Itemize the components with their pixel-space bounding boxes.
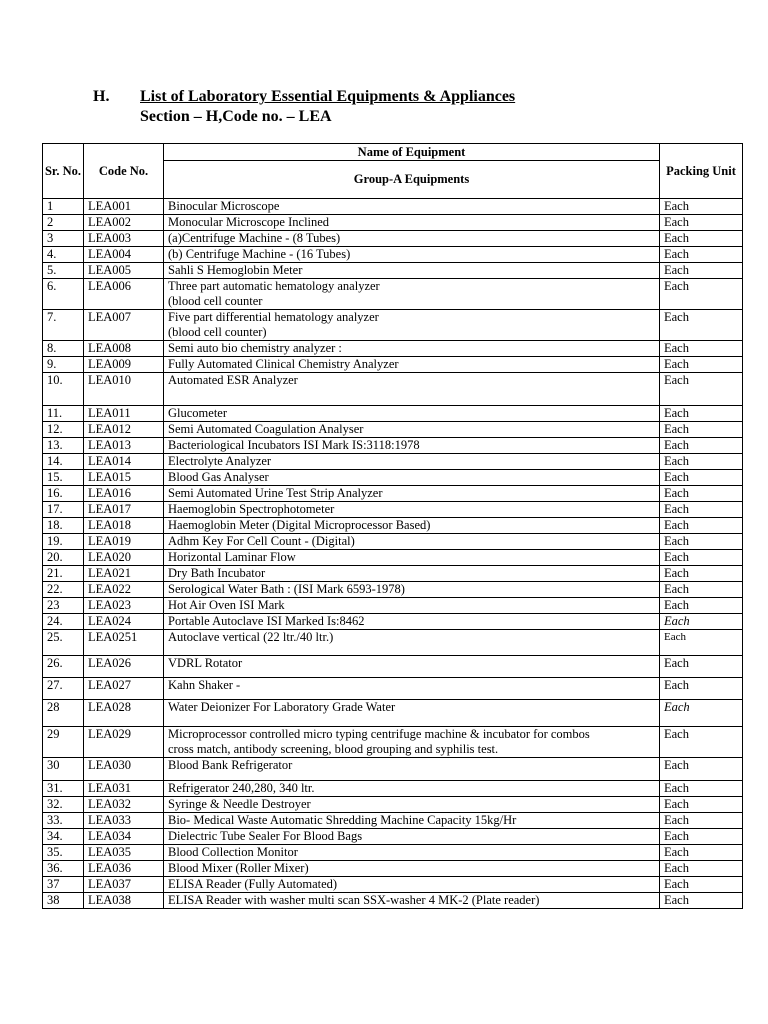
row-sr-no: 21. <box>43 566 84 582</box>
equipment-name-line: Automated ESR Analyzer <box>168 373 298 387</box>
row-sr-no: 29 <box>43 727 84 758</box>
table-row <box>43 861 743 877</box>
equipment-name-line: Microprocessor controlled micro typing centrifuge machine & incubator for combos <box>168 727 590 741</box>
table-row <box>43 341 743 357</box>
row-sr-no: 8. <box>43 341 84 357</box>
row-packing-unit: Each <box>660 797 743 813</box>
col-header-sr-no: Sr. No. <box>43 144 84 199</box>
row-code-no: LEA008 <box>84 341 164 357</box>
row-equipment-name <box>164 534 660 550</box>
row-sr-no: 32. <box>43 797 84 813</box>
table-body <box>43 199 743 909</box>
row-code-no: LEA037 <box>84 877 164 893</box>
section-letter: H. <box>93 88 110 105</box>
row-packing-unit: Each <box>660 502 743 518</box>
table-row <box>43 630 743 656</box>
row-code-no: LEA001 <box>84 199 164 215</box>
row-sr-no: 5. <box>43 263 84 279</box>
table-row <box>43 357 743 373</box>
row-sr-no: 6. <box>43 279 84 310</box>
equipment-name-line: VDRL Rotator <box>168 656 243 670</box>
equipment-name-line: (b) Centrifuge Machine - (16 Tubes) <box>168 247 351 261</box>
row-equipment-name <box>164 502 660 518</box>
table-row <box>43 813 743 829</box>
row-code-no: LEA005 <box>84 263 164 279</box>
row-equipment-name <box>164 550 660 566</box>
row-packing-unit: Each <box>660 279 743 310</box>
row-sr-no: 4. <box>43 247 84 263</box>
row-sr-no: 28 <box>43 700 84 727</box>
section-code: Section – H,Code no. – LEA <box>140 108 332 125</box>
equipment-name-line: Binocular Microscope <box>168 199 280 213</box>
row-sr-no: 24. <box>43 614 84 630</box>
table-row <box>43 893 743 909</box>
equipment-name-line: Autoclave vertical (22 ltr./40 ltr.) <box>168 630 334 644</box>
equipment-name-line: Fully Automated Clinical Chemistry Analyzer <box>168 357 399 371</box>
row-sr-no: 34. <box>43 829 84 845</box>
row-sr-no: 37 <box>43 877 84 893</box>
row-code-no: LEA0251 <box>84 630 164 656</box>
row-code-no: LEA018 <box>84 518 164 534</box>
equipment-name-line: Haemoglobin Meter (Digital Microprocessor Based) <box>168 518 431 532</box>
row-code-no: LEA026 <box>84 656 164 678</box>
row-code-no: LEA002 <box>84 215 164 231</box>
equipment-name-line: Bio- Medical Waste Automatic Shredding Machine Capacity 15kg/Hr <box>168 813 517 827</box>
equipment-name-line: Electrolyte Analyzer <box>168 454 272 468</box>
row-equipment-name <box>164 422 660 438</box>
row-sr-no: 20. <box>43 550 84 566</box>
row-packing-unit: Each <box>660 486 743 502</box>
row-sr-no: 12. <box>43 422 84 438</box>
row-sr-no: 16. <box>43 486 84 502</box>
row-sr-no: 38 <box>43 893 84 909</box>
table-row <box>43 486 743 502</box>
row-equipment-name <box>164 678 660 700</box>
row-code-no: LEA030 <box>84 758 164 781</box>
equipment-name-line: Dry Bath Incubator <box>168 566 266 580</box>
table-row <box>43 845 743 861</box>
row-packing-unit: Each <box>660 861 743 877</box>
row-equipment-name <box>164 700 660 727</box>
equipment-name-line: Semi auto bio chemistry analyzer : <box>168 341 342 355</box>
row-sr-no: 36. <box>43 861 84 877</box>
equipment-name-line: Monocular Microscope Inclined <box>168 215 330 229</box>
row-packing-unit: Each <box>660 845 743 861</box>
equipment-name-line: Glucometer <box>168 406 228 420</box>
row-packing-unit: Each <box>660 678 743 700</box>
table-row <box>43 470 743 486</box>
equipment-name-line: Blood Collection Monitor <box>168 845 298 859</box>
table-row <box>43 781 743 797</box>
row-equipment-name <box>164 518 660 534</box>
row-equipment-name <box>164 797 660 813</box>
equipment-name-line: Refrigerator 240,280, 340 ltr. <box>168 781 315 795</box>
table-row <box>43 231 743 247</box>
row-code-no: LEA031 <box>84 781 164 797</box>
row-code-no: LEA010 <box>84 373 164 406</box>
row-equipment-name <box>164 813 660 829</box>
table-row <box>43 263 743 279</box>
row-packing-unit: Each <box>660 566 743 582</box>
equipment-name-line: Blood Mixer (Roller Mixer) <box>168 861 309 875</box>
row-equipment-name <box>164 406 660 422</box>
row-equipment-name <box>164 727 660 758</box>
row-packing-unit: Each <box>660 893 743 909</box>
row-equipment-name <box>164 231 660 247</box>
row-equipment-name <box>164 877 660 893</box>
equipment-name-line: Kahn Shaker - <box>168 678 241 692</box>
row-packing-unit: Each <box>660 438 743 454</box>
col-header-name: Name of Equipment <box>164 144 660 161</box>
table-row <box>43 247 743 263</box>
table-row <box>43 310 743 341</box>
row-packing-unit: Each <box>660 727 743 758</box>
equipment-name-line: Horizontal Laminar Flow <box>168 550 296 564</box>
table-row <box>43 550 743 566</box>
row-equipment-name <box>164 215 660 231</box>
row-packing-unit: Each <box>660 518 743 534</box>
row-equipment-name <box>164 373 660 406</box>
row-code-no: LEA003 <box>84 231 164 247</box>
row-equipment-name <box>164 845 660 861</box>
equipment-name-line: (blood cell counter <box>168 294 263 308</box>
row-equipment-name <box>164 598 660 614</box>
row-packing-unit: Each <box>660 877 743 893</box>
table-row <box>43 566 743 582</box>
table-row <box>43 502 743 518</box>
row-equipment-name <box>164 614 660 630</box>
row-code-no: LEA022 <box>84 582 164 598</box>
row-packing-unit: Each <box>660 341 743 357</box>
table-row <box>43 199 743 215</box>
table-row <box>43 656 743 678</box>
row-packing-unit: Each <box>660 357 743 373</box>
row-code-no: LEA017 <box>84 502 164 518</box>
table-row <box>43 758 743 781</box>
table-row <box>43 373 743 406</box>
row-packing-unit: Each <box>660 534 743 550</box>
row-sr-no: 18. <box>43 518 84 534</box>
table-row <box>43 406 743 422</box>
row-equipment-name <box>164 279 660 310</box>
row-sr-no: 3 <box>43 231 84 247</box>
row-equipment-name <box>164 263 660 279</box>
row-packing-unit: Each <box>660 247 743 263</box>
row-equipment-name <box>164 341 660 357</box>
row-sr-no: 27. <box>43 678 84 700</box>
row-equipment-name <box>164 310 660 341</box>
equipment-name-line: Syringe & Needle Destroyer <box>168 797 311 811</box>
col-header-code-no: Code No. <box>84 144 164 199</box>
table-row <box>43 454 743 470</box>
row-code-no: LEA007 <box>84 310 164 341</box>
table-row <box>43 700 743 727</box>
row-equipment-name <box>164 758 660 781</box>
table-row <box>43 438 743 454</box>
row-code-no: LEA032 <box>84 797 164 813</box>
row-code-no: LEA020 <box>84 550 164 566</box>
row-equipment-name <box>164 656 660 678</box>
row-sr-no: 31. <box>43 781 84 797</box>
row-packing-unit: Each <box>660 470 743 486</box>
equipment-name-line: Semi Automated Urine Test Strip Analyzer <box>168 486 383 500</box>
row-code-no: LEA009 <box>84 357 164 373</box>
row-sr-no: 22. <box>43 582 84 598</box>
row-equipment-name <box>164 199 660 215</box>
row-sr-no: 13. <box>43 438 84 454</box>
table-row <box>43 582 743 598</box>
row-equipment-name <box>164 454 660 470</box>
row-sr-no: 23 <box>43 598 84 614</box>
equipment-name-line: cross match, antibody screening, blood grouping and syphilis test. <box>168 742 499 756</box>
equipment-name-line: Hot Air Oven ISI Mark <box>168 598 285 612</box>
equipment-name-line: Dielectric Tube Sealer For Blood Bags <box>168 829 363 843</box>
row-code-no: LEA035 <box>84 845 164 861</box>
row-code-no: LEA006 <box>84 279 164 310</box>
row-code-no: LEA034 <box>84 829 164 845</box>
equipment-name-line: Adhm Key For Cell Count - (Digital) <box>168 534 355 548</box>
col-header-packing-unit: Packing Unit <box>660 144 743 199</box>
row-sr-no: 11. <box>43 406 84 422</box>
row-code-no: LEA012 <box>84 422 164 438</box>
table-row <box>43 598 743 614</box>
equipment-name-line: Five part differential hematology analyzer <box>168 310 379 324</box>
row-sr-no: 35. <box>43 845 84 861</box>
row-equipment-name <box>164 781 660 797</box>
row-sr-no: 19. <box>43 534 84 550</box>
equipment-name-line: Three part automatic hematology analyzer <box>168 279 380 293</box>
row-packing-unit: Each <box>660 263 743 279</box>
row-sr-no: 17. <box>43 502 84 518</box>
table-row <box>43 614 743 630</box>
table-row <box>43 422 743 438</box>
row-code-no: LEA016 <box>84 486 164 502</box>
table-row <box>43 877 743 893</box>
row-equipment-name <box>164 630 660 656</box>
row-equipment-name <box>164 861 660 877</box>
row-equipment-name <box>164 357 660 373</box>
row-code-no: LEA033 <box>84 813 164 829</box>
row-code-no: LEA029 <box>84 727 164 758</box>
row-packing-unit: Each <box>660 813 743 829</box>
row-sr-no: 26. <box>43 656 84 678</box>
row-packing-unit: Each <box>660 373 743 406</box>
table-row <box>43 678 743 700</box>
row-packing-unit: Each <box>660 700 743 727</box>
document-title: List of Laboratory Essential Equipments & Appliances <box>140 88 516 105</box>
row-code-no: LEA024 <box>84 614 164 630</box>
row-equipment-name <box>164 566 660 582</box>
table-row <box>43 829 743 845</box>
row-packing-unit: Each <box>660 614 743 630</box>
row-code-no: LEA023 <box>84 598 164 614</box>
equipment-name-line: (blood cell counter) <box>168 325 267 339</box>
row-equipment-name <box>164 470 660 486</box>
row-sr-no: 10. <box>43 373 84 406</box>
row-packing-unit: Each <box>660 582 743 598</box>
row-code-no: LEA013 <box>84 438 164 454</box>
row-packing-unit: Each <box>660 781 743 797</box>
equipment-name-line: (a)Centrifuge Machine - (8 Tubes) <box>168 231 341 245</box>
row-sr-no: 14. <box>43 454 84 470</box>
row-packing-unit: Each <box>660 422 743 438</box>
equipment-name-line: Sahli S Hemoglobin Meter <box>168 263 303 277</box>
equipment-name-line: ELISA Reader (Fully Automated) <box>168 877 338 891</box>
row-equipment-name <box>164 247 660 263</box>
equipment-name-line: Blood Bank Refrigerator <box>168 758 293 772</box>
row-equipment-name <box>164 582 660 598</box>
row-code-no: LEA021 <box>84 566 164 582</box>
row-sr-no: 25. <box>43 630 84 656</box>
row-packing-unit: Each <box>660 758 743 781</box>
row-code-no: LEA014 <box>84 454 164 470</box>
equipment-name-line: Blood Gas Analyser <box>168 470 269 484</box>
table-row <box>43 727 743 758</box>
row-code-no: LEA027 <box>84 678 164 700</box>
equipment-name-line: Semi Automated Coagulation Analyser <box>168 422 364 436</box>
row-sr-no: 1 <box>43 199 84 215</box>
row-packing-unit: Each <box>660 454 743 470</box>
equipment-table <box>42 143 743 909</box>
equipment-name-line: Bacteriological Incubators ISI Mark IS:3118:1978 <box>168 438 420 452</box>
table-row <box>43 534 743 550</box>
equipment-name-line: Portable Autoclave ISI Marked Is:8462 <box>168 614 365 628</box>
equipment-name-line: Haemoglobin Spectrophotometer <box>168 502 335 516</box>
row-sr-no: 7. <box>43 310 84 341</box>
table-row <box>43 215 743 231</box>
row-code-no: LEA038 <box>84 893 164 909</box>
table-row <box>43 279 743 310</box>
row-equipment-name <box>164 438 660 454</box>
row-equipment-name <box>164 893 660 909</box>
row-sr-no: 9. <box>43 357 84 373</box>
row-code-no: LEA004 <box>84 247 164 263</box>
equipment-name-line: Water Deionizer For Laboratory Grade Water <box>168 700 396 714</box>
row-sr-no: 2 <box>43 215 84 231</box>
row-packing-unit: Each <box>660 598 743 614</box>
row-packing-unit: Each <box>660 829 743 845</box>
row-packing-unit: Each <box>660 231 743 247</box>
row-code-no: LEA015 <box>84 470 164 486</box>
row-packing-unit: Each <box>660 215 743 231</box>
row-code-no: LEA028 <box>84 700 164 727</box>
equipment-name-line: ELISA Reader with washer multi scan SSX-washer 4 MK-2 (Plate reader) <box>168 893 540 907</box>
row-code-no: LEA019 <box>84 534 164 550</box>
group-header: Group-A Equipments <box>164 161 660 199</box>
row-packing-unit: Each <box>660 406 743 422</box>
row-packing-unit: Each <box>660 310 743 341</box>
row-code-no: LEA036 <box>84 861 164 877</box>
equipment-name-line: Serological Water Bath : (ISI Mark 6593-1978) <box>168 582 405 596</box>
table-row <box>43 797 743 813</box>
row-sr-no: 15. <box>43 470 84 486</box>
row-equipment-name <box>164 486 660 502</box>
row-packing-unit: Each <box>660 656 743 678</box>
row-packing-unit: Each <box>660 199 743 215</box>
row-packing-unit: Each <box>660 550 743 566</box>
row-packing-unit: Each <box>660 630 743 656</box>
table-row <box>43 518 743 534</box>
row-equipment-name <box>164 829 660 845</box>
row-code-no: LEA011 <box>84 406 164 422</box>
row-sr-no: 33. <box>43 813 84 829</box>
row-sr-no: 30 <box>43 758 84 781</box>
